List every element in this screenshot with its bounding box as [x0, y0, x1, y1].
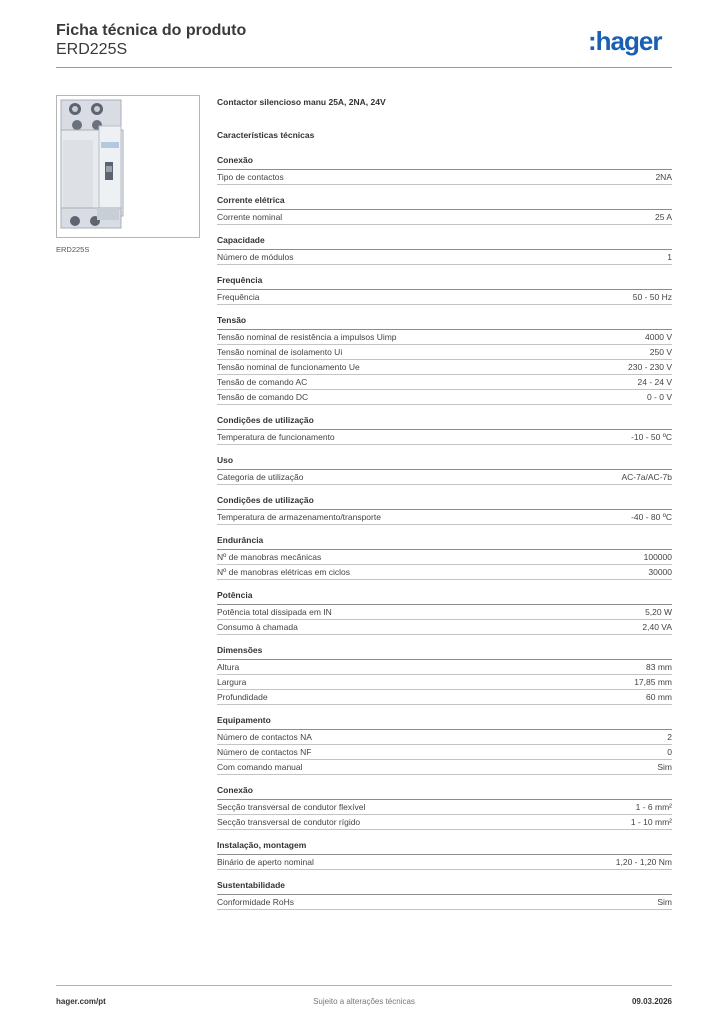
spec-row [217, 375, 672, 390]
spec-row [217, 815, 672, 830]
spec-value: 17,85 mm [634, 677, 672, 687]
section-title: Capacidade [217, 235, 672, 250]
spec-section [217, 155, 672, 185]
spec-label: Número de módulos [217, 252, 294, 262]
spec-section [217, 590, 672, 635]
spec-label: Tensão de comando AC [217, 377, 308, 387]
spec-value: Sim [657, 762, 672, 772]
section-title: Potência [217, 590, 672, 605]
spec-row [217, 855, 672, 870]
section-title: Condições de utilização [217, 415, 672, 430]
section-title: Equipamento [217, 715, 672, 730]
spec-content [217, 97, 672, 920]
spec-label: Número de contactos NA [217, 732, 312, 742]
image-caption: ERD225S [56, 245, 90, 254]
spec-value: 30000 [648, 567, 672, 577]
spec-row [217, 210, 672, 225]
spec-row [217, 345, 672, 360]
spec-value: 0 [667, 747, 672, 757]
spec-row [217, 360, 672, 375]
page-header [56, 21, 246, 59]
characteristics-heading: Características técnicas [217, 130, 315, 140]
spec-row [217, 170, 672, 185]
spec-row [217, 430, 672, 445]
spec-value: -10 - 50 ºC [631, 432, 672, 442]
spec-value: Sim [657, 897, 672, 907]
spec-value: 60 mm [646, 692, 672, 702]
section-title: Conexão [217, 155, 672, 170]
spec-section [217, 275, 672, 305]
footer-website[interactable]: hager.com/pt [56, 997, 106, 1006]
spec-label: Secção transversal de condutor flexível [217, 802, 366, 812]
spec-value: 2NA [655, 172, 672, 182]
section-title: Uso [217, 455, 672, 470]
spec-value: 4000 V [645, 332, 672, 342]
spec-value: 25 A [654, 212, 672, 222]
spec-label: Conformidade RoHs [217, 897, 295, 907]
spec-row [217, 510, 672, 525]
product-description: Contactor silencioso manu 25A, 2NA, 24V [217, 97, 386, 107]
spec-value: 230 - 230 V [628, 362, 672, 372]
spec-section [217, 315, 672, 405]
spec-row [217, 565, 672, 580]
spec-value: 100000 [643, 552, 672, 562]
spec-label: Temperatura de funcionamento [217, 432, 335, 442]
contactor-device-icon [57, 96, 199, 237]
spec-row [217, 605, 672, 620]
spec-value: 5,20 W [645, 607, 672, 617]
spec-label: Número de contactos NF [217, 747, 312, 757]
spec-value: 2,40 VA [642, 622, 672, 632]
spec-value: 83 mm [646, 662, 672, 672]
spec-section [217, 495, 672, 525]
section-title: Conexão [217, 785, 672, 800]
spec-label: Tensão nominal de funcionamento Ue [217, 362, 360, 372]
page-title: Ficha técnica do produto [56, 22, 247, 39]
spec-row [217, 290, 672, 305]
spec-section [217, 415, 672, 445]
section-title: Corrente elétrica [217, 195, 672, 210]
logo-text: :hager [588, 26, 662, 56]
spec-label: Tensão de comando DC [217, 392, 309, 402]
spec-label: Tipo de contactos [217, 172, 284, 182]
footer-date: 09.03.2026 [631, 997, 672, 1006]
spec-value: 2 [667, 732, 672, 742]
section-title: Dimensões [217, 645, 672, 660]
spec-label: Consumo à chamada [217, 622, 298, 632]
spec-value: 1 - 6 mm² [635, 802, 672, 812]
spec-sections [217, 155, 672, 910]
spec-row [217, 330, 672, 345]
spec-row [217, 550, 672, 565]
spec-row [217, 620, 672, 635]
section-title: Condições de utilização [217, 495, 672, 510]
spec-value: AC-7a/AC-7b [621, 472, 672, 482]
spec-value: 250 V [649, 347, 672, 357]
spec-row [217, 760, 672, 775]
spec-value: 50 - 50 Hz [632, 292, 672, 302]
spec-label: Corrente nominal [217, 212, 283, 222]
spec-label: Frequência [217, 292, 260, 302]
spec-value: 24 - 24 V [637, 377, 672, 387]
hager-logo [588, 26, 672, 56]
spec-row [217, 800, 672, 815]
spec-value: 1 - 10 mm² [630, 817, 672, 827]
spec-section [217, 880, 672, 910]
spec-section [217, 645, 672, 705]
spec-label: Nº de manobras mecânicas [217, 552, 322, 562]
spec-row [217, 470, 672, 485]
spec-label: Profundidade [217, 692, 268, 702]
spec-row [217, 250, 672, 265]
footer-notice: Sujeito a alterações técnicas [313, 997, 415, 1006]
spec-section [217, 235, 672, 265]
spec-row [217, 745, 672, 760]
spec-label: Temperatura de armazenamento/transporte [217, 512, 381, 522]
spec-label: Secção transversal de condutor rígido [217, 817, 361, 827]
spec-label: Altura [217, 662, 240, 672]
spec-value: 1,20 - 1,20 Nm [615, 857, 672, 867]
spec-value: -40 - 80 ºC [631, 512, 672, 522]
spec-section [217, 785, 672, 830]
spec-section [217, 840, 672, 870]
section-title: Frequência [217, 275, 672, 290]
spec-label: Categoria de utilização [217, 472, 304, 482]
spec-section [217, 535, 672, 580]
spec-row [217, 660, 672, 675]
spec-label: Nº de manobras elétricas em ciclos [217, 567, 351, 577]
spec-label: Largura [217, 677, 247, 687]
spec-row [217, 390, 672, 405]
product-image [56, 95, 200, 238]
spec-section [217, 455, 672, 485]
section-title: Tensão [217, 315, 672, 330]
spec-label: Tensão nominal de isolamento Ui [217, 347, 343, 357]
spec-label: Tensão nominal de resistência a impulsos Uimp [217, 332, 397, 342]
header-divider [56, 67, 672, 68]
spec-label: Binário de aperto nominal [217, 857, 314, 867]
spec-label: Com comando manual [217, 762, 303, 772]
product-code: ERD225S [56, 41, 128, 58]
section-title: Instalação, montagem [217, 840, 672, 855]
spec-label: Potência total dissipada em IN [217, 607, 332, 617]
section-title: Endurância [217, 535, 672, 550]
spec-section [217, 715, 672, 775]
section-title: Sustentabilidade [217, 880, 672, 895]
spec-row [217, 690, 672, 705]
spec-value: 0 - 0 V [646, 392, 672, 402]
footer-divider [56, 985, 672, 986]
spec-section [217, 195, 672, 225]
spec-row [217, 730, 672, 745]
spec-row [217, 895, 672, 910]
spec-value: 1 [667, 252, 672, 262]
spec-row [217, 675, 672, 690]
